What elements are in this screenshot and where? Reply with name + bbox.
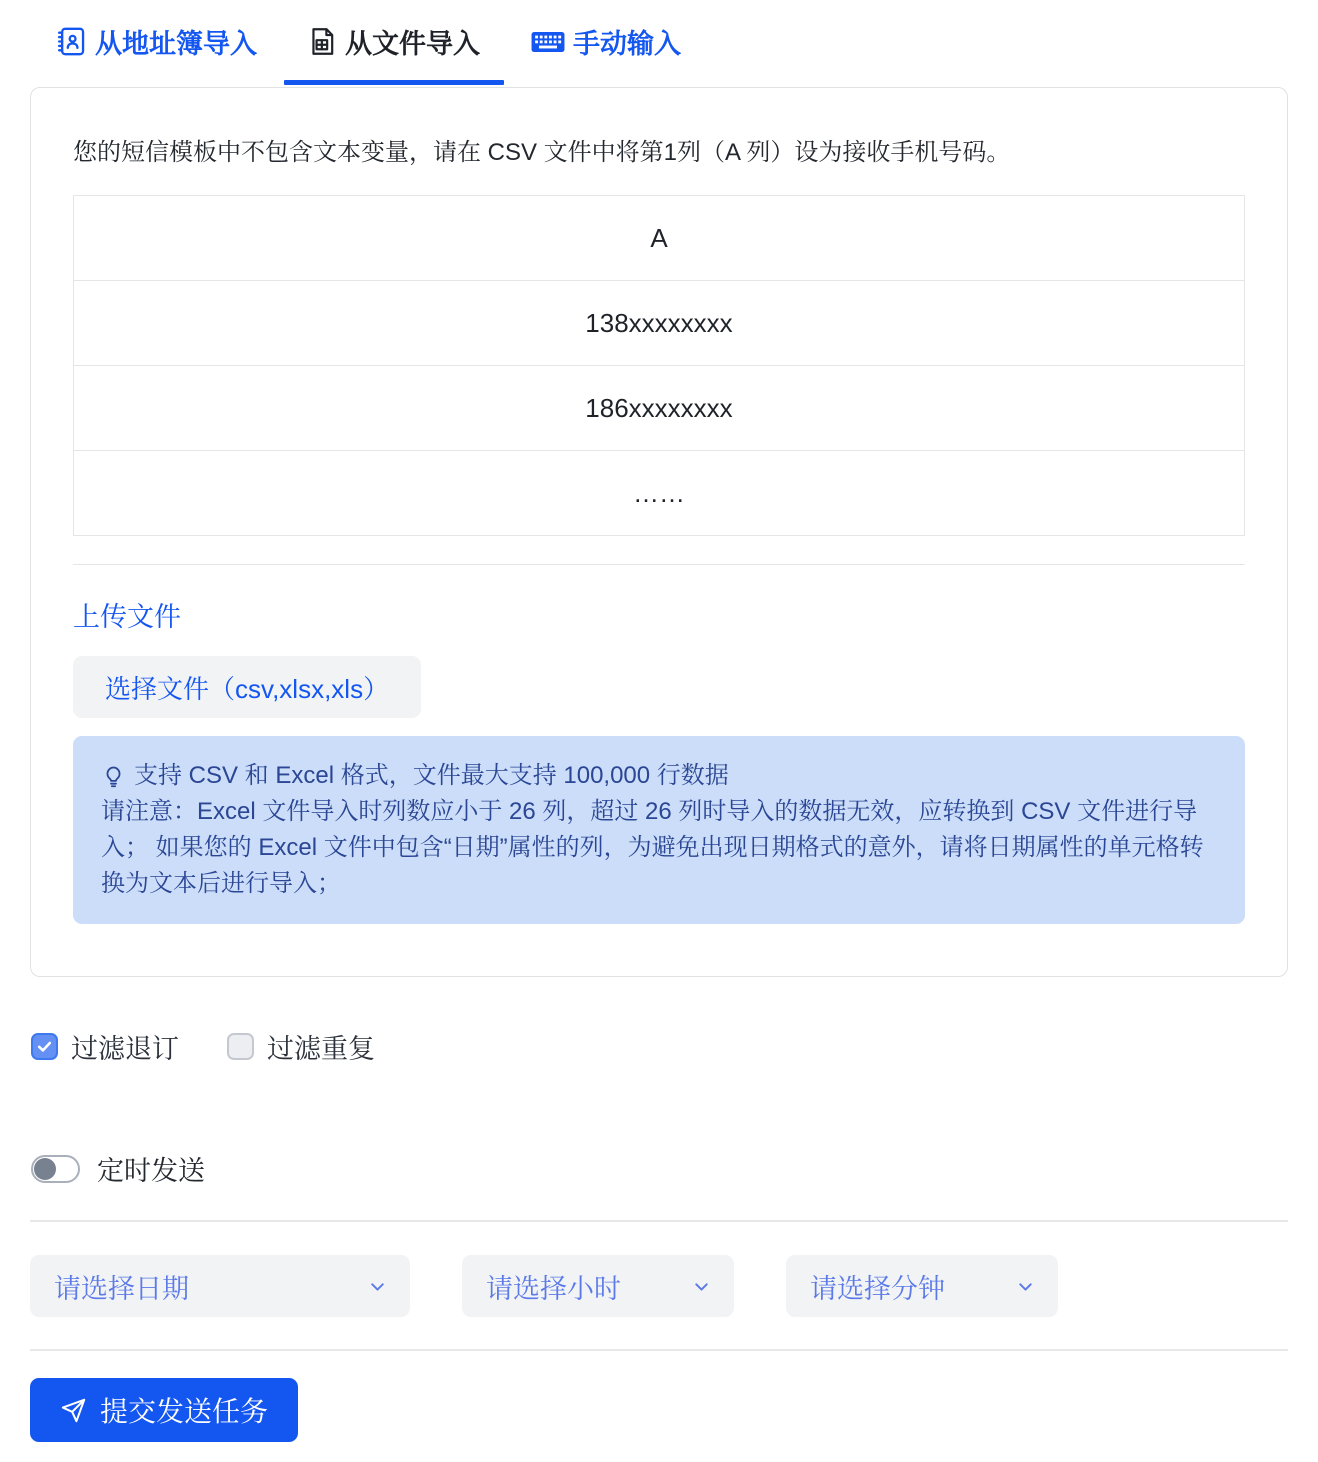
tab-file-import[interactable]: [307, 22, 480, 61]
upload-hint-box: [73, 736, 1245, 924]
import-method-tabs: [0, 0, 1318, 87]
table-row: [74, 451, 1245, 536]
date-select[interactable]: [30, 1255, 410, 1317]
keyboard-icon: [530, 27, 566, 57]
divider: [30, 1349, 1288, 1351]
tab-label: 手动输入: [573, 29, 681, 59]
tab-label: 从文件导入: [345, 29, 480, 59]
hint-line-1-text: 支持 CSV 和 Excel 格式，文件最大支持 100,000 行数据: [134, 762, 729, 789]
chevron-down-icon: [691, 1276, 712, 1297]
submit-button-label: 提交发送任务: [100, 1396, 269, 1427]
date-select-placeholder: 请选择日期: [54, 1273, 189, 1304]
table-row: [74, 366, 1245, 451]
minute-select-placeholder: 请选择分钟: [810, 1273, 945, 1304]
table-header-cell-a: A: [74, 196, 1245, 281]
tab-label: 从地址簿导入: [95, 29, 257, 59]
choose-file-button[interactable]: 选择文件（csv,xlsx,xls）: [73, 656, 421, 718]
schedule-toggle[interactable]: [31, 1155, 80, 1183]
file-import-panel: [30, 87, 1288, 977]
csv-instruction-text: 您的短信模板中不包含文本变量，请在 CSV 文件中将第1列（A 列）设为接收手机号码。: [73, 139, 1011, 166]
send-icon: [60, 1397, 87, 1424]
filter-label: 过滤退订: [71, 1034, 179, 1064]
checkbox-unchecked[interactable]: [227, 1033, 254, 1060]
divider: [73, 564, 1245, 565]
filter-unsubscribed-option[interactable]: [31, 1027, 179, 1066]
schedule-time-selects: [30, 1255, 1288, 1317]
hour-select[interactable]: [462, 1255, 734, 1317]
schedule-send-row: [31, 1149, 1288, 1188]
csv-preview-table: [73, 195, 1245, 536]
tab-manual-input[interactable]: [530, 22, 681, 61]
filter-duplicates-option[interactable]: [227, 1027, 375, 1066]
hint-line-1: [101, 758, 1217, 794]
checkbox-checked[interactable]: [31, 1033, 58, 1060]
schedule-toggle-label: 定时发送: [97, 1156, 205, 1186]
tab-address-book-import[interactable]: [55, 22, 257, 61]
lightbulb-icon: [101, 764, 126, 789]
chevron-down-icon: [1015, 1276, 1036, 1297]
address-book-icon: [55, 25, 88, 58]
chevron-down-icon: [367, 1276, 388, 1297]
table-row: [74, 281, 1245, 366]
filter-options-row: [31, 1027, 1288, 1066]
upload-file-link[interactable]: 上传文件: [73, 602, 181, 632]
table-cell-phone-1: 138xxxxxxxx: [74, 281, 1245, 366]
minute-select[interactable]: [786, 1255, 1058, 1317]
divider: [30, 1220, 1288, 1222]
file-icon: [307, 26, 338, 57]
submit-send-task-button[interactable]: [30, 1378, 298, 1442]
table-header-row: [74, 196, 1245, 281]
filter-label: 过滤重复: [267, 1034, 375, 1064]
table-cell-phone-2: 186xxxxxxxx: [74, 366, 1245, 451]
table-cell-ellipsis: ……: [74, 451, 1245, 536]
toggle-knob: [34, 1158, 56, 1180]
hint-line-2-text: 请注意：Excel 文件导入时列数应小于 26 列，超过 26 列时导入的数据无效，应转换到 CSV 文件进行导入； 如果您的 Excel 文件中包含“日期”属性的列，为避免出现日期格式的意外，请将日期属性的单元格转换为文本后进行导入；: [101, 798, 1204, 897]
hour-select-placeholder: 请选择小时: [486, 1273, 621, 1304]
